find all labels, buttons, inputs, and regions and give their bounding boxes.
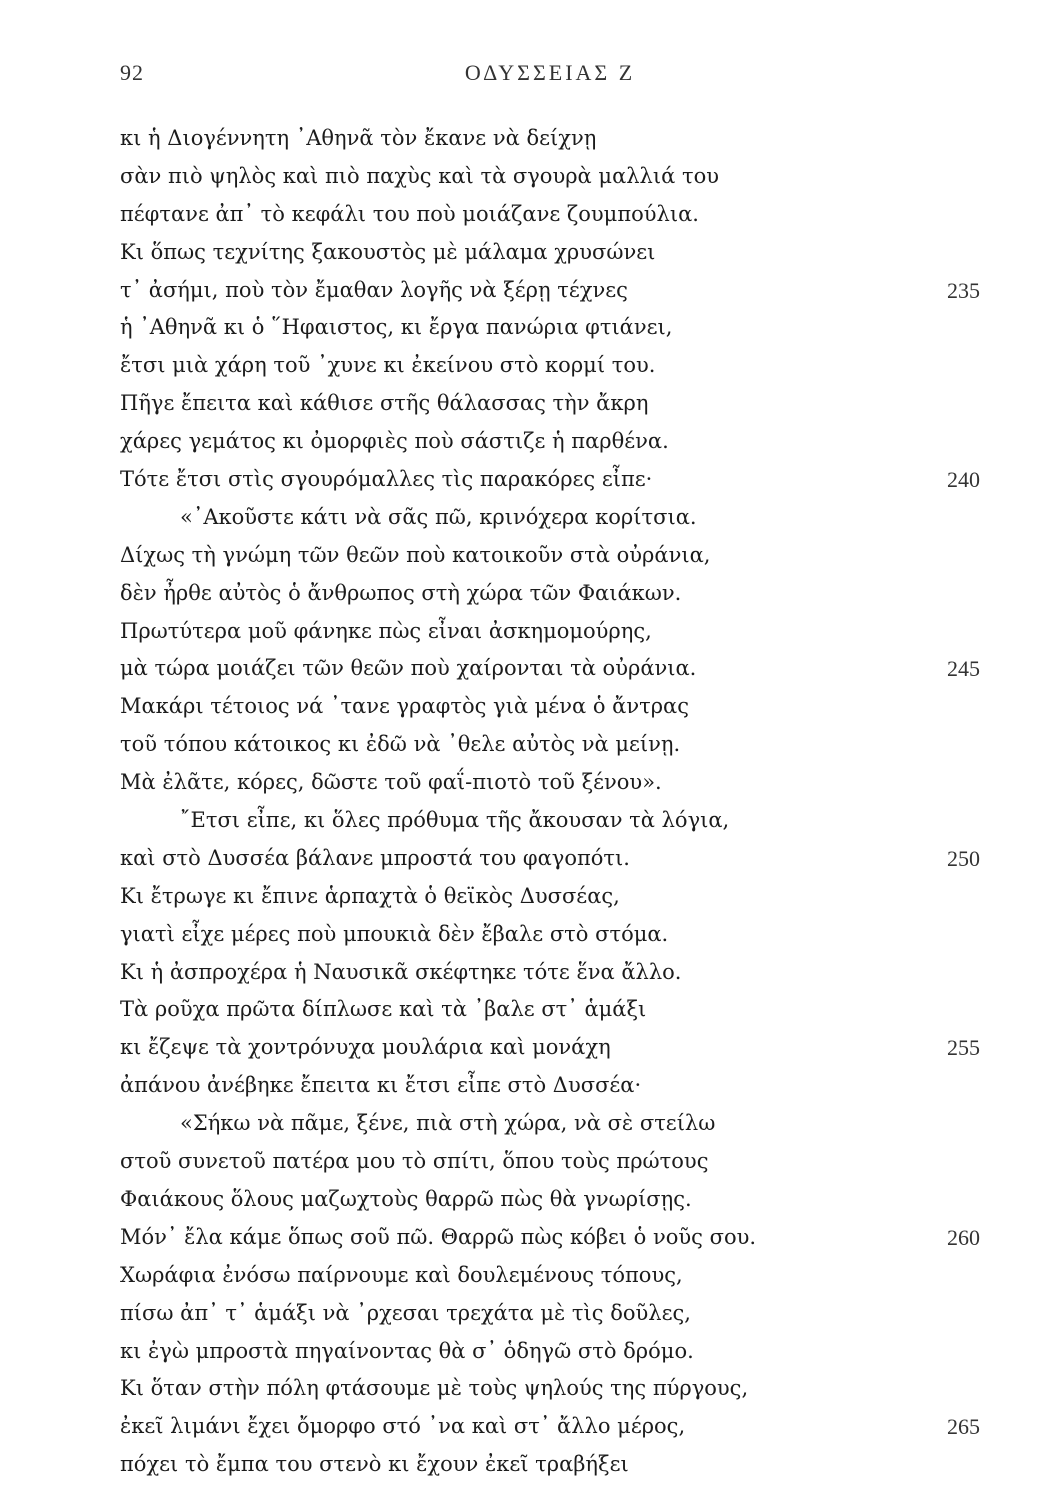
verse-text: Κι ἡ ἀσπροχέρα ἡ Ναυσικᾶ σκέφτηκε τότε ἕνα ἄλλο. <box>120 959 682 984</box>
verse-text: Κι ἔτρωγε κι ἔπινε ἁρπαχτὰ ὁ θεϊκὸς Δυσσέας, <box>120 883 620 908</box>
verse-text: κι ἔζεψε τὰ χοντρόνυχα μουλάρια καὶ μονάχη <box>120 1035 611 1060</box>
verse-line <box>120 423 980 461</box>
verse-line <box>120 1219 980 1257</box>
verse-text: δὲν ἦρθε αὐτὸς ὁ ἄνθρωπος στὴ χώρα τῶν Φαιάκων. <box>120 580 682 605</box>
verse-line <box>120 954 980 992</box>
verse-line <box>120 461 980 499</box>
verse-line <box>120 1143 980 1181</box>
verse-text: κι ἡ Διογέννητη ᾿Αθηνᾶ τὸν ἔκανε νὰ δείχνῃ <box>120 126 597 150</box>
verse-line <box>120 1181 980 1219</box>
verse-text: χάρες γεμάτος κι ὀμορφιὲς ποὺ σάστιζε ἡ παρθένα. <box>120 429 669 454</box>
verse-line <box>120 120 980 158</box>
verse-line <box>120 916 980 954</box>
verse-text: ἐκεῖ λιμάνι ἔχει ὄμορφο στό ᾿να καὶ στ᾿ ἄλλο μέρος, <box>120 1414 686 1439</box>
verse-text: Δίχως τὴ γνώμη τῶν θεῶν ποὺ κατοικοῦν στὰ οὐράνια, <box>120 542 711 567</box>
verse-line <box>120 1333 980 1371</box>
verse-text: μὰ τώρα μοιάζει τῶν θεῶν ποὺ χαίρονται τὰ οὐράνια. <box>120 656 697 681</box>
verse-line <box>120 840 980 878</box>
verse-text: Φαιάκους ὅλους μαζωχτοὺς θαρρῶ πὼς θὰ γνωρίσῃς. <box>120 1186 692 1211</box>
verse-text: πίσω ἀπ᾿ τ᾿ ἁμάξι νὰ ᾿ρχεσαι τρεχάτα μὲ τὶς δοῦλες, <box>120 1300 691 1325</box>
line-number: 265 <box>947 1414 980 1440</box>
page-number: 92 <box>120 60 144 85</box>
verse-text: τ᾿ ἀσήμι, ποὺ τὸν ἔμαθαν λογῆς νὰ ξέρῃ τέχνες <box>120 277 628 302</box>
verse-text: Πρωτύτερα μοῦ φάνηκε πὼς εἶναι ἀσκημομούρης, <box>120 618 652 643</box>
verse-line <box>120 1105 980 1143</box>
verse-text: Πῆγε ἔπειτα καὶ κάθισε στῆς θάλασσας τὴν ἄκρη <box>120 391 649 416</box>
verse-line <box>120 537 980 575</box>
verse-text: ἀπάνου ἀνέβηκε ἔπειτα κι ἔτσι εἶπε στὸ Δυσσέα· <box>120 1073 642 1098</box>
verse-line <box>120 1257 980 1295</box>
running-title: ΟΔΥΣΣΕΙΑΣ Ζ <box>464 60 636 85</box>
verse-text: πέφτανε ἀπ᾿ τὸ κεφάλι του ποὺ μοιάζανε ζουμπούλια. <box>120 201 699 226</box>
verse-text: ἔτσι μιὰ χάρη τοῦ ᾿χυνε κι ἐκείνου στὸ κορμί του. <box>120 353 656 378</box>
verse-line <box>120 1446 980 1484</box>
verse-text: γιατὶ εἶχε μέρες ποὺ μπουκιὰ δὲν ἔβαλε στὸ στόμα. <box>120 921 669 946</box>
verse-line <box>120 878 980 916</box>
verse-line <box>120 234 980 272</box>
verse-line <box>120 385 980 423</box>
verse-text: Τὰ ροῦχα πρῶτα δίπλωσε καὶ τὰ ᾿βαλε στ᾿ ἁμάξι <box>120 997 647 1022</box>
verse-line <box>120 650 980 688</box>
verse-text: «Σήκω νὰ πᾶμε, ξένε, πιὰ στὴ χώρα, νὰ σὲ στείλω <box>180 1111 716 1136</box>
verse-text: Κι ὅταν στὴν πόλη φτάσουμε μὲ τοὺς ψηλούς της πύργους, <box>120 1376 749 1401</box>
verse-line <box>120 1067 980 1105</box>
verse-line <box>120 347 980 385</box>
verse-line <box>120 764 980 802</box>
page-header <box>120 60 980 96</box>
poem-text <box>120 120 980 1484</box>
verse-line <box>120 272 980 310</box>
verse-line <box>120 1295 980 1333</box>
verse-text: ῎Ετσι εἶπε, κι ὅλες πρόθυμα τῆς ἄκουσαν τὰ λόγια, <box>180 808 730 833</box>
verse-line <box>120 726 980 764</box>
verse-text: σὰν πιὸ ψηλὸς καὶ πιὸ παχὺς καὶ τὰ σγουρὰ μαλλιά του <box>120 163 719 188</box>
verse-text: Μακάρι τέτοιος νά ᾿τανε γραφτὸς γιὰ μένα ὁ ἄντρας <box>120 694 689 719</box>
line-number: 235 <box>947 277 980 303</box>
verse-text: καὶ στὸ Δυσσέα βάλανε μπροστά του φαγοπότι. <box>120 845 630 870</box>
verse-line <box>120 196 980 234</box>
line-number: 255 <box>947 1035 980 1061</box>
verse-line <box>120 499 980 537</box>
verse-line <box>120 575 980 613</box>
line-number: 250 <box>947 845 980 871</box>
verse-text: κι ἐγὼ μπροστὰ πηγαίνοντας θὰ σ᾿ ὁδηγῶ στὸ δρόμο. <box>120 1338 694 1363</box>
verse-line <box>120 1029 980 1067</box>
verse-line <box>120 613 980 651</box>
verse-line <box>120 158 980 196</box>
verse-text: Μόν᾿ ἔλα κάμε ὅπως σοῦ πῶ. Θαρρῶ πὼς κόβει ὁ νοῦς σου. <box>120 1224 757 1249</box>
verse-text: «᾿Ακοῦστε κάτι νὰ σᾶς πῶ, κρινόχερα κορίτσια. <box>180 504 697 529</box>
verse-text: ἡ ᾿Αθηνᾶ κι ὁ ῞Ηφαιστος, κι ἔργα πανώρια φτιάνει, <box>120 315 673 340</box>
verse-line <box>120 802 980 840</box>
verse-line <box>120 1370 980 1408</box>
verse-text: τοῦ τόπου κάτοικος κι ἐδῶ νὰ ᾿θελε αὐτὸς νὰ μείνῃ. <box>120 732 681 757</box>
verse-line <box>120 309 980 347</box>
line-number: 245 <box>947 656 980 682</box>
verse-text: στοῦ συνετοῦ πατέρα μου τὸ σπίτι, ὅπου τοὺς πρώτους <box>120 1149 709 1174</box>
line-number: 260 <box>947 1224 980 1250</box>
verse-line <box>120 688 980 726</box>
verse-text: Τότε ἔτσι στὶς σγουρόμαλλες τὶς παρακόρες εἶπε· <box>120 467 653 492</box>
verse-text: Κι ὅπως τεχνίτης ξακουστὸς μὲ μάλαμα χρυσώνει <box>120 239 656 264</box>
verse-text: Χωράφια ἐνόσω παίρνουμε καὶ δουλεμένους τόπους, <box>120 1262 683 1287</box>
verse-text: πόχει τὸ ἔμπα του στενὸ κι ἔχουν ἐκεῖ τραβήξει <box>120 1452 629 1477</box>
verse-text: Μὰ ἐλᾶτε, κόρες, δῶστε τοῦ φαΐ-πιοτὸ τοῦ ξένου». <box>120 770 662 795</box>
line-number: 240 <box>947 467 980 493</box>
verse-line <box>120 1408 980 1446</box>
verse-line <box>120 991 980 1029</box>
